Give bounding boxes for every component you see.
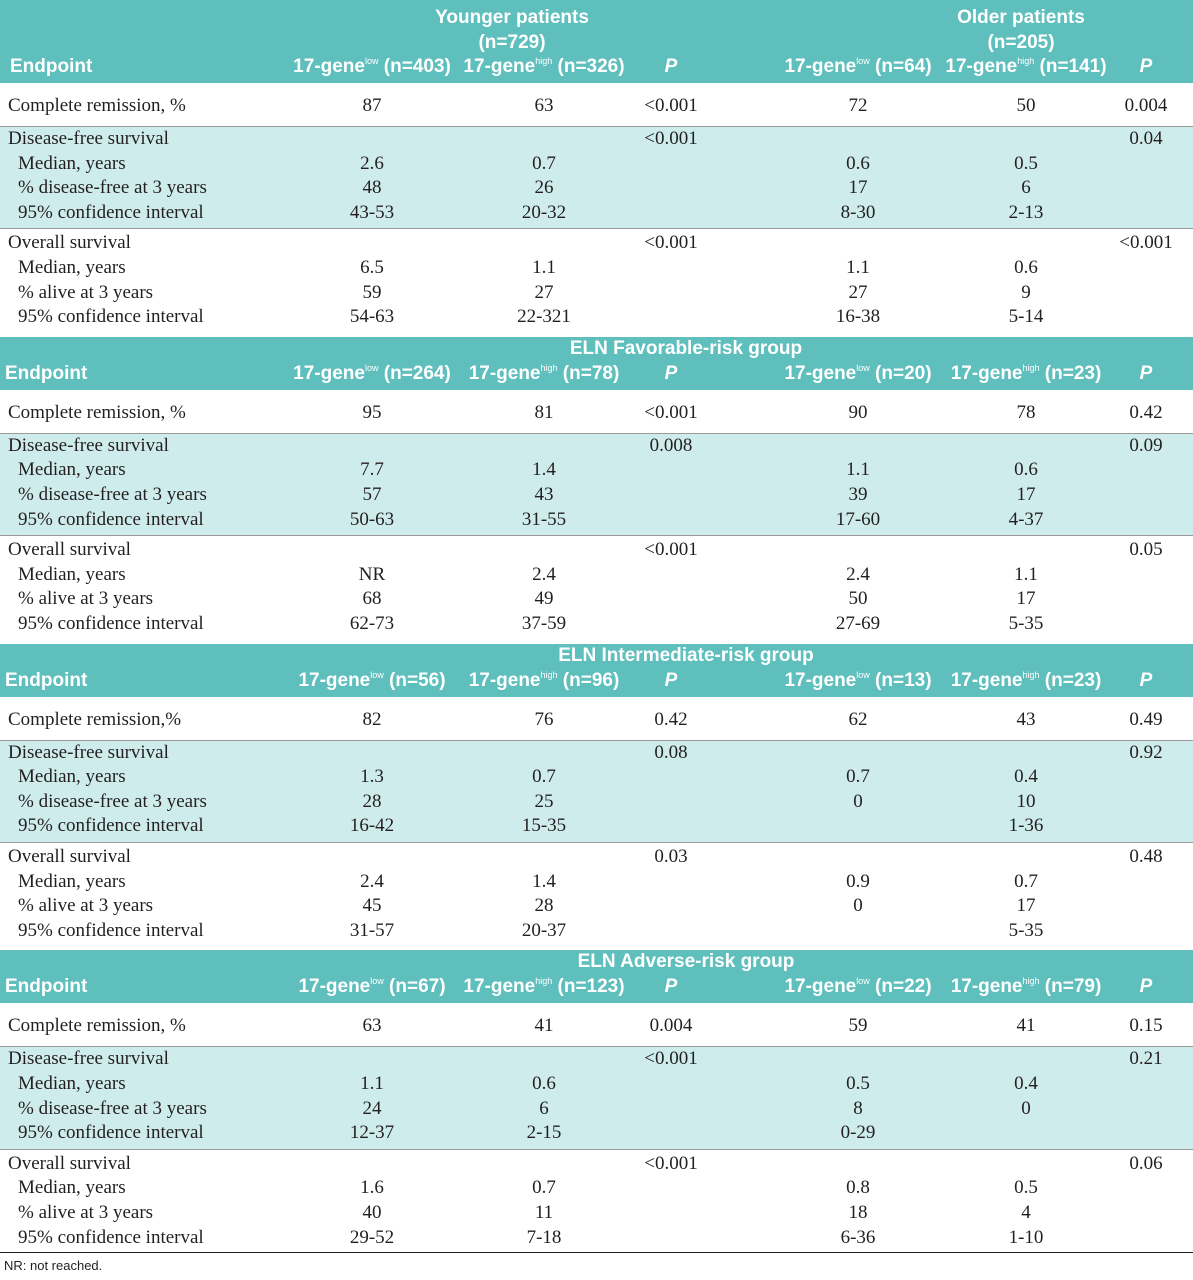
table-row: [0, 740, 1193, 765]
table-row: [0, 280, 1193, 305]
os-value: 59: [362, 281, 382, 303]
os-value: 2.4: [846, 563, 870, 585]
cr-value: 62: [848, 708, 868, 730]
dfs-value: 43-53: [349, 201, 395, 223]
cr-value: 59: [848, 1015, 868, 1037]
os-value: 68: [362, 588, 382, 610]
os-value: 31-57: [349, 919, 395, 941]
dfs-value: 20-32: [521, 201, 567, 223]
dfs-value: 17: [848, 177, 868, 199]
divider: [0, 842, 1193, 843]
os-row-label: Median, years: [18, 870, 126, 892]
table-row: [0, 1175, 1193, 1200]
os-value: 17: [1016, 895, 1036, 917]
dfs-value: 0.6: [846, 152, 870, 174]
table-row: [0, 844, 1193, 869]
cr-value: 76: [534, 708, 554, 730]
dfs-value: 15-35: [521, 815, 567, 837]
gene-column-header: 17-gene$^{low}$ (n=403): [293, 56, 451, 77]
dfs-value: 0.5: [1014, 152, 1038, 174]
table-bottom-rule: [0, 1252, 1193, 1253]
dfs-p-older: 0.21: [1129, 1048, 1163, 1070]
cr-label: Complete remission,%: [8, 708, 182, 730]
os-label: Overall survival: [8, 1152, 131, 1174]
dfs-row-label: Median, years: [18, 152, 126, 174]
group-title: ELN Favorable-risk group: [569, 337, 803, 359]
os-value: 50: [848, 588, 868, 610]
table-row: [0, 482, 1193, 507]
table-row: [0, 611, 1193, 636]
os-value: 27: [534, 281, 554, 303]
os-value: 2.4: [360, 870, 384, 892]
os-value: 1.1: [846, 257, 870, 278]
dfs-value: 48: [362, 177, 382, 199]
dfs-row-label: 95% confidence interval: [18, 1122, 204, 1144]
dfs-value: 0.4: [1014, 766, 1038, 788]
os-p-younger: 0.03: [654, 846, 688, 867]
os-value: 5-14: [1008, 306, 1044, 328]
cr-value: 0.42: [1129, 401, 1163, 423]
dfs-value: 0.6: [1014, 459, 1038, 481]
dfs-label: Disease-free survival: [8, 741, 169, 763]
os-value: 11: [534, 1202, 554, 1223]
cr-value: 41: [1016, 1015, 1036, 1037]
cr-value: 82: [362, 708, 382, 730]
dfs-value: 7.7: [360, 459, 384, 481]
table-row: [0, 789, 1193, 814]
dfs-value: 25: [534, 790, 554, 812]
dfs-p-older: 0.04: [1129, 128, 1163, 149]
os-value: 1.4: [532, 870, 556, 892]
endpoint-header: Endpoint: [5, 362, 88, 384]
os-value: 45: [362, 895, 382, 917]
cr-value: 63: [534, 95, 554, 116]
table-row: [0, 586, 1193, 611]
cr-value: <0.001: [644, 95, 698, 116]
dfs-value: 43: [534, 484, 554, 505]
os-value: 27: [848, 281, 868, 303]
dfs-value: 6: [539, 1097, 549, 1119]
os-p-younger: <0.001: [644, 232, 698, 254]
gene-column-header: 17-gene$^{low}$ (n=13): [784, 669, 932, 691]
dfs-row-label: Median, years: [18, 766, 126, 788]
table-row: [0, 126, 1193, 151]
dfs-label: Disease-free survival: [8, 1048, 169, 1070]
dfs-value: 26: [534, 177, 554, 199]
os-value: 1.6: [360, 1177, 384, 1199]
dfs-value: 50-63: [349, 508, 395, 530]
dfs-row-label: % disease-free at 3 years: [18, 177, 207, 199]
cr-label: Complete remission, %: [8, 401, 186, 423]
dfs-value: 1.1: [846, 459, 870, 481]
footnote: NR: not reached.: [4, 1258, 103, 1273]
os-p-older: <0.001: [1119, 232, 1173, 254]
dfs-value: 28: [362, 790, 382, 812]
dfs-value: 1.4: [532, 459, 556, 481]
dfs-p-younger: 0.08: [654, 741, 688, 763]
p-header: P: [1139, 976, 1153, 998]
dfs-label: Disease-free survival: [8, 128, 169, 149]
table-row: [0, 893, 1193, 918]
cr-value: 41: [534, 1015, 554, 1037]
os-value: 0.7: [532, 1177, 556, 1199]
gene-column-header: 17-gene$^{low}$ (n=56): [298, 669, 446, 691]
dfs-row-label: % disease-free at 3 years: [18, 484, 207, 505]
os-value: 6-36: [840, 1226, 876, 1248]
os-p-younger: <0.001: [644, 1152, 698, 1174]
table-row: [0, 400, 1193, 425]
os-value: 20-37: [521, 919, 567, 941]
dfs-p-younger: <0.001: [644, 128, 698, 149]
table-row: [0, 1071, 1193, 1096]
os-value: 2.4: [532, 563, 556, 585]
os-row-label: 95% confidence interval: [18, 306, 204, 328]
cr-value: 87: [362, 95, 382, 116]
dfs-value: 17-60: [835, 508, 881, 530]
table-row: [0, 433, 1193, 458]
p-header: P: [1139, 669, 1153, 691]
os-value: 0: [853, 895, 863, 917]
gene-column-header: 17-gene$^{low}$ (n=22): [784, 976, 932, 998]
dfs-value: 0.4: [1014, 1073, 1038, 1094]
dfs-value: 1.3: [360, 766, 384, 788]
divider: [0, 535, 1193, 536]
section-header: [0, 0, 1193, 83]
dfs-value: 0: [1021, 1097, 1031, 1119]
cr-value: 81: [534, 401, 554, 423]
os-value: 0.5: [1014, 1177, 1038, 1199]
table-row: [0, 255, 1193, 280]
table-row: [0, 230, 1193, 255]
os-value: 1.1: [532, 257, 556, 278]
dfs-value: 2-15: [526, 1122, 562, 1144]
younger-n: (n=729): [478, 32, 546, 53]
dfs-value: 8-30: [840, 201, 876, 223]
cr-value: 72: [848, 95, 868, 116]
table-row: [0, 764, 1193, 789]
cr-value: 78: [1016, 401, 1036, 423]
gene-column-header: 17-gene$^{low}$ (n=20): [784, 362, 932, 384]
os-value: NR: [358, 563, 386, 585]
os-row-label: % alive at 3 years: [18, 588, 154, 610]
os-value: 9: [1021, 281, 1031, 303]
dfs-value: 16-42: [349, 815, 395, 837]
dfs-label: Disease-free survival: [8, 434, 169, 456]
table-row: [0, 1046, 1193, 1071]
p-header: P: [664, 362, 678, 384]
os-value: 16-38: [835, 306, 881, 328]
table-row: [0, 1096, 1193, 1121]
os-value: 5-35: [1008, 919, 1044, 941]
dfs-value: 4-37: [1008, 508, 1044, 530]
table-row: [0, 93, 1193, 118]
os-label: Overall survival: [8, 232, 131, 254]
table-row: [0, 507, 1193, 532]
dfs-value: 39: [848, 484, 868, 505]
cr-label: Complete remission, %: [8, 1015, 186, 1037]
divider: [0, 1149, 1193, 1150]
divider: [0, 228, 1193, 229]
p-header: P: [1139, 56, 1153, 77]
table-row: [0, 1225, 1193, 1250]
os-p-older: 0.48: [1129, 846, 1163, 867]
table-row: [0, 1013, 1193, 1038]
cr-value: 0.004: [649, 1015, 693, 1037]
os-row-label: % alive at 3 years: [18, 1202, 154, 1223]
os-row-label: 95% confidence interval: [18, 613, 204, 634]
os-value: 0.9: [846, 870, 870, 892]
cr-label: Complete remission, %: [8, 95, 186, 116]
gene-column-header: 17-gene$^{high}$ (n=123): [463, 976, 625, 998]
cr-value: 90: [848, 401, 868, 423]
os-label: Overall survival: [8, 539, 131, 561]
os-label: Overall survival: [8, 846, 131, 867]
os-value: 28: [534, 895, 554, 917]
os-row-label: Median, years: [18, 1177, 126, 1199]
cr-value: 0.42: [654, 708, 688, 730]
group-title: ELN Adverse-risk group: [577, 951, 795, 973]
os-row-label: 95% confidence interval: [18, 919, 204, 941]
gene-column-header: 17-gene$^{high}$ (n=78): [468, 362, 620, 384]
p-header: P: [664, 976, 678, 998]
gene-column-header: 17-gene$^{low}$ (n=64): [784, 56, 932, 77]
os-row-label: % alive at 3 years: [18, 895, 154, 917]
dfs-value: 2.6: [360, 152, 384, 174]
dfs-row-label: 95% confidence interval: [18, 508, 204, 530]
endpoint-header: Endpoint: [5, 976, 88, 998]
dfs-value: 0.7: [846, 766, 870, 788]
os-row-label: 95% confidence interval: [18, 1226, 204, 1248]
os-value: 1.1: [1014, 563, 1038, 585]
dfs-value: 0.6: [532, 1073, 556, 1094]
cr-value: 0.004: [1124, 95, 1168, 116]
os-value: 27-69: [835, 613, 881, 634]
gene-column-header: 17-gene$^{high}$ (n=96): [468, 669, 620, 691]
os-value: 18: [848, 1202, 868, 1223]
dfs-value: 2-13: [1008, 201, 1044, 223]
os-value: 0.7: [1014, 870, 1038, 892]
os-value: 4: [1021, 1202, 1031, 1223]
dfs-value: 1.1: [360, 1073, 384, 1094]
os-p-older: 0.06: [1129, 1152, 1163, 1174]
dfs-row-label: Median, years: [18, 459, 126, 481]
dfs-value: 1-36: [1008, 815, 1044, 837]
table-row: [0, 707, 1193, 732]
os-value: 54-63: [349, 306, 395, 328]
gene-column-header: 17-gene$^{low}$ (n=67): [298, 976, 446, 998]
dfs-row-label: % disease-free at 3 years: [18, 790, 207, 812]
p-header: P: [664, 669, 678, 691]
os-value: 40: [362, 1202, 382, 1223]
os-value: 49: [534, 588, 554, 610]
dfs-value: 12-37: [349, 1122, 395, 1144]
group-title: ELN Intermediate-risk group: [558, 644, 814, 666]
table-row: [0, 1120, 1193, 1145]
dfs-value: 57: [362, 484, 382, 505]
table-row: [0, 1200, 1193, 1225]
os-p-older: 0.05: [1129, 539, 1163, 561]
os-value: 17: [1016, 588, 1036, 610]
gene-column-header: 17-gene$^{high}$ (n=326): [463, 56, 625, 77]
dfs-p-older: 0.09: [1129, 434, 1163, 456]
gene-column-header: 17-gene$^{high}$ (n=79): [950, 976, 1102, 998]
younger-title: Younger patients: [435, 7, 589, 28]
table-row: [0, 813, 1193, 838]
dfs-row-label: 95% confidence interval: [18, 201, 204, 223]
cr-value: 95: [362, 401, 382, 423]
os-value: 0.6: [1014, 257, 1038, 278]
p-header: P: [1139, 362, 1153, 384]
dfs-p-older: 0.92: [1129, 741, 1163, 763]
dfs-p-younger: 0.008: [649, 434, 693, 456]
dfs-value: 6: [1021, 177, 1031, 199]
table-row: [0, 457, 1193, 482]
p-header: P: [664, 56, 678, 77]
os-value: 0.8: [846, 1177, 870, 1199]
cr-value: 43: [1016, 708, 1036, 730]
older-title: Older patients: [957, 7, 1085, 28]
dfs-value: 31-55: [521, 508, 567, 530]
endpoint-header: Endpoint: [10, 56, 93, 77]
table-row: [0, 1151, 1193, 1176]
os-p-younger: <0.001: [644, 539, 698, 561]
dfs-value: 0.5: [846, 1073, 870, 1094]
gene-column-header: 17-gene$^{high}$ (n=23): [950, 362, 1102, 384]
gene-column-header: 17-gene$^{low}$ (n=264): [293, 362, 451, 384]
dfs-value: 0.7: [532, 766, 556, 788]
os-row-label: Median, years: [18, 257, 126, 278]
dfs-row-label: 95% confidence interval: [18, 815, 204, 837]
dfs-value: 0-29: [840, 1122, 876, 1144]
os-value: 5-35: [1008, 613, 1044, 634]
os-value: 6.5: [360, 257, 384, 278]
endpoint-header: Endpoint: [5, 669, 88, 691]
gene-column-header: 17-gene$^{high}$ (n=141): [945, 56, 1107, 77]
gene-column-header: 17-gene$^{high}$ (n=23): [950, 669, 1102, 691]
dfs-row-label: % disease-free at 3 years: [18, 1097, 207, 1119]
os-row-label: Median, years: [18, 563, 126, 585]
table-row: [0, 537, 1193, 562]
os-value: 37-59: [521, 613, 567, 634]
os-value: 62-73: [349, 613, 395, 634]
section-header: [0, 337, 1193, 390]
table-row: [0, 869, 1193, 894]
dfs-value: 0: [853, 790, 863, 812]
os-value: 1-10: [1008, 1226, 1044, 1248]
cr-value: <0.001: [644, 401, 698, 423]
os-row-label: % alive at 3 years: [18, 281, 154, 303]
table-row: [0, 151, 1193, 176]
dfs-p-younger: <0.001: [644, 1048, 698, 1070]
dfs-value: 24: [362, 1097, 382, 1119]
dfs-value: 8: [853, 1097, 863, 1119]
table-row: [0, 200, 1193, 225]
table-row: [0, 562, 1193, 587]
cr-value: 0.49: [1129, 708, 1163, 730]
os-value: 29-52: [349, 1226, 395, 1248]
dfs-value: 0.7: [532, 152, 556, 174]
dfs-value: 17: [1016, 484, 1036, 505]
section-header: [0, 950, 1193, 1003]
cr-value: 0.15: [1129, 1015, 1163, 1037]
cr-value: 50: [1016, 95, 1036, 116]
older-n: (n=205): [987, 32, 1055, 53]
cr-value: 63: [362, 1015, 382, 1037]
os-value: 22-321: [517, 306, 571, 328]
table-row: [0, 175, 1193, 200]
dfs-value: 10: [1016, 790, 1036, 812]
os-value: 7-18: [526, 1226, 562, 1248]
table-row: [0, 918, 1193, 943]
table-row: [0, 304, 1193, 329]
section-header: [0, 644, 1193, 697]
dfs-row-label: Median, years: [18, 1073, 126, 1094]
